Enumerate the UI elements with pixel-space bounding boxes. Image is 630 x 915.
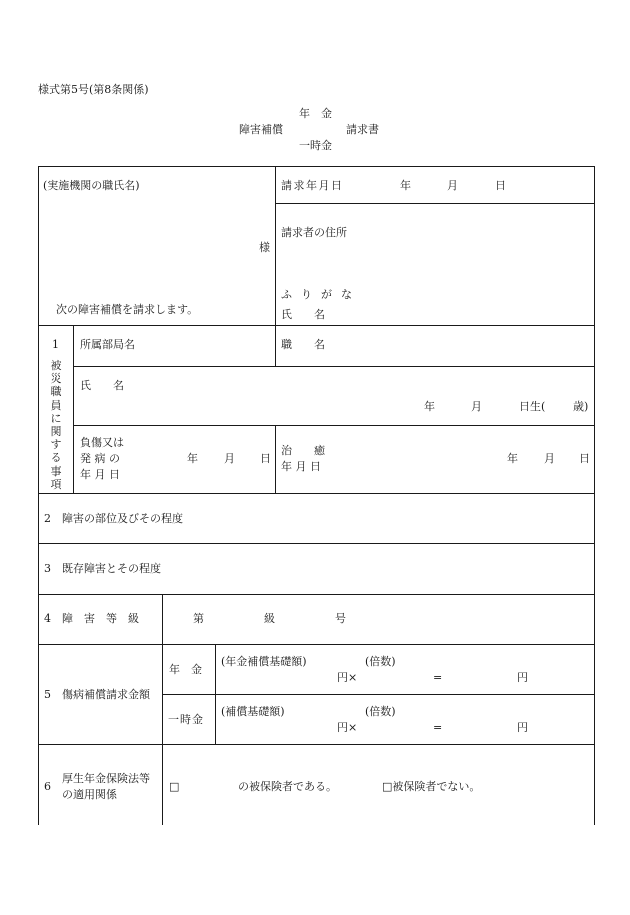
cure-label-1: 治 癒: [281, 444, 325, 457]
cure-month: 月: [544, 452, 555, 465]
section6-label-1: 厚生年金保険法等: [62, 772, 150, 785]
request-sentence: 次の障害補償を請求します。: [56, 303, 199, 316]
cure-label-2: 年 月 日: [281, 460, 321, 473]
lump-base-label: (補償基礎額): [221, 705, 285, 718]
section1-number: 1: [52, 338, 59, 351]
grade-kyu: 級: [264, 612, 275, 625]
pension-base-label: (年金補償基礎額): [221, 655, 307, 668]
birth-year: 年: [424, 400, 435, 413]
dept-label: 所属部局名: [80, 338, 135, 351]
lump-multiplier-label: (倍数): [365, 705, 396, 718]
age: 歳): [573, 400, 589, 413]
claimant-name-label: 氏 名: [281, 308, 325, 321]
section3-number: 3: [44, 562, 51, 575]
pension-yen-times: 円×: [337, 671, 358, 684]
lump-yen: 円: [517, 721, 528, 734]
not-insured-checkbox[interactable]: □被保険者でない。: [382, 780, 481, 793]
birth-day: 日生(: [519, 400, 546, 413]
section3-label: 既存障害とその程度: [62, 562, 161, 575]
injury-year: 年: [187, 452, 198, 465]
lump-equals: =: [433, 721, 443, 734]
address-label: 請求者の住所: [281, 226, 347, 239]
title-lump-sum: 一時金: [299, 139, 332, 152]
request-date-day: 日: [495, 179, 506, 192]
injury-label-2: 発 病 の: [80, 452, 120, 465]
injury-month: 月: [224, 452, 235, 465]
title-main-left: 障害補償: [239, 123, 283, 136]
lump-label: 一時金: [168, 713, 204, 726]
section1-vertical-label: 被災職員に関する事項: [50, 359, 62, 491]
cure-year: 年: [507, 452, 518, 465]
request-date-month: 月: [447, 179, 458, 192]
request-date-year: 年: [400, 179, 411, 192]
injury-day: 日: [260, 452, 271, 465]
grade-go: 号: [335, 612, 346, 625]
pension-equals: =: [433, 671, 443, 684]
pension-multiplier-label: (倍数): [365, 655, 396, 668]
form-number: 様式第5号(第8条関係): [38, 83, 149, 96]
injury-label-3: 年 月 日: [80, 468, 120, 481]
insured-checkbox[interactable]: □: [169, 780, 180, 793]
insured-text: の被保険者である。: [238, 780, 337, 793]
pension-label: 年 金: [169, 663, 202, 676]
honorific-sama: 様: [259, 241, 270, 254]
section6-number: 6: [44, 780, 51, 793]
position-label: 職 名: [281, 338, 325, 351]
section2-label: 障害の部位及びその程度: [62, 512, 183, 525]
section4-label: 障 害 等 級: [62, 612, 139, 625]
victim-name-label: 氏 名: [80, 379, 124, 392]
birth-month: 月: [471, 400, 482, 413]
request-date-label: 請求年月日: [281, 179, 344, 192]
cure-day: 日: [579, 452, 590, 465]
pension-yen: 円: [517, 671, 528, 684]
section5-number: 5: [44, 688, 51, 701]
lump-yen-times: 円×: [337, 721, 358, 734]
section2-number: 2: [44, 512, 51, 525]
section4-number: 4: [44, 612, 51, 625]
title-main-right: 請求書: [346, 123, 379, 136]
furigana-label: ふりがな: [281, 288, 361, 301]
recipient-label: (実施機関の職氏名): [43, 179, 140, 192]
title-pension: 年 金: [299, 107, 332, 120]
section5-label: 傷病補償請求金額: [62, 688, 150, 701]
injury-label-1: 負傷又は: [80, 436, 124, 449]
section6-label-2: の適用関係: [62, 788, 117, 801]
grade-dai: 第: [193, 612, 204, 625]
